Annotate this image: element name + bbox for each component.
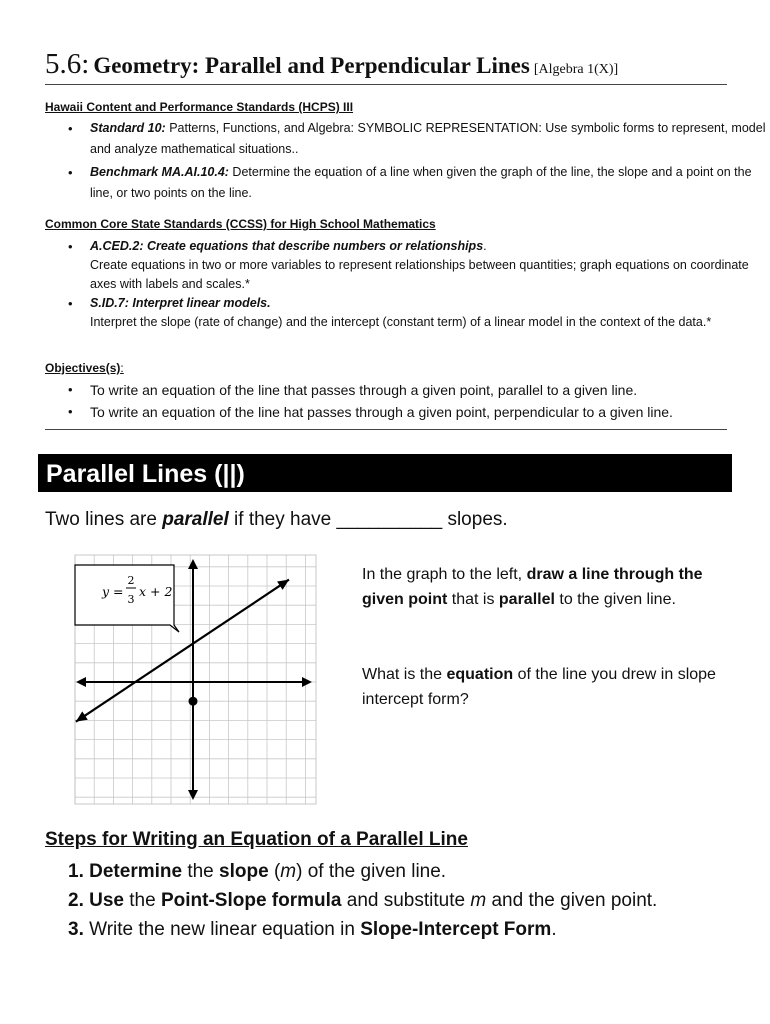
standard-text: Patterns, Functions, and Algebra: SYMBOLIC REPRESENTATION: Use symbolic forms to represent, model and analyze mathematical situations.. [90,121,766,156]
step-3 [68,915,657,944]
ccss-label: A.CED.2: Create equations that describe numbers or relationships [90,239,484,253]
definition-post: if they have __________ slopes. [228,509,508,530]
section-divider [45,429,727,430]
instr-text: that is [447,591,499,608]
step-bold: Use [89,890,124,911]
ccss-text: Create equations in two or more variables to represent relationships between quantities; graph equations on coordinate axes with labels and scales.* [90,258,749,291]
step-italic: m [470,890,487,911]
hcps-item [90,162,770,204]
question-text: of the line you drew in slope intercept form? [362,666,716,708]
instr-text: to the given line. [554,591,676,608]
step-bold: Slope-Intercept Form [360,919,552,940]
hcps-heading: Hawaii Content and Performance Standards (HCPS) III [45,100,354,114]
objectives-heading-tail: : [120,361,124,375]
callout-rest: x + 2 [139,584,173,599]
callout-numerator: 2 [127,574,135,587]
lesson-title: Geometry: Parallel and Perpendicular Lines [93,53,530,78]
step-text: and substitute [341,890,471,911]
x-axis-arrow-left [76,677,86,687]
objectives-heading-text: Objectives(s) [45,361,121,375]
graph-instructions [362,562,732,612]
hcps-item [90,118,770,160]
step-bold: Determine [89,861,183,882]
ccss-label-tail: . [483,239,487,253]
objective-item: • To write an equation of the line that passes through a given point, parallel to a given line. [90,379,770,401]
equation-question [362,662,732,712]
step-number: 3. [68,919,84,940]
ccss-list [45,237,770,332]
y-axis-arrow-up [188,559,198,569]
section-banner: Parallel Lines (||) [38,454,732,492]
benchmark-text: Determine the equation of a line when given the graph of the line, the slope and a point on the line, or two points on the line. [90,165,752,200]
given-line-arrow [277,580,289,590]
ccss-item [90,294,770,332]
lesson-number: 5.6: [45,48,90,80]
instr-bold: draw a line through the given point [362,566,703,608]
ccss-text: Interpret the slope (rate of change) and the intercept (constant term) of a linear model in the context of the data.* [90,315,712,329]
instr-text: In the graph to the left, [362,566,527,583]
step-text: . [551,919,557,940]
given-point [189,697,198,706]
standard-label: Standard 10: [90,121,166,135]
question-text: What is the [362,666,447,683]
definition-term: parallel [162,509,229,530]
title-divider [45,84,727,85]
page-title [45,48,727,81]
step-number: 1. [68,861,84,882]
step-2 [68,886,657,915]
coordinate-graph [70,553,318,806]
step-bold: slope [219,861,269,882]
steps-heading: Steps for Writing an Equation of a Parallel Line [45,829,468,850]
instr-bold: parallel [498,591,555,608]
x-axis-arrow-right [302,677,312,687]
objectives-heading [45,361,124,375]
definition-pre: Two lines are [45,509,163,530]
callout-denominator: 3 [127,593,135,606]
parallel-definition [45,509,508,531]
course-tag: [Algebra 1(X)] [533,62,619,77]
objectives-list [45,379,770,423]
equation-callout [75,565,179,632]
objective-item: • To write an equation of the line hat passes through a given point, perpendicular to a given line. [90,401,770,423]
hcps-list [45,118,770,204]
ccss-item [90,237,770,294]
step-italic: m [280,861,297,882]
benchmark-label: Benchmark MA.AI.10.4: [90,165,229,179]
step-1 [68,857,657,886]
ccss-label: S.ID.7: Interpret linear models. [90,296,271,310]
callout-y: y = [102,584,124,599]
question-bold: equation [446,666,514,683]
step-text: ( [268,861,281,882]
step-text: and the given point. [486,890,658,911]
step-number: 2. [68,890,84,911]
steps-list [68,857,657,944]
step-bold: Point-Slope formula [160,890,342,911]
step-text: the [182,861,220,882]
step-text: ) of the given line. [296,861,447,882]
ccss-heading: Common Core State Standards (CCSS) for High School Mathematics [45,217,436,231]
step-text: the [124,890,161,911]
y-axis-arrow-down [188,790,198,800]
step-text: Write the new linear equation in [83,919,361,940]
